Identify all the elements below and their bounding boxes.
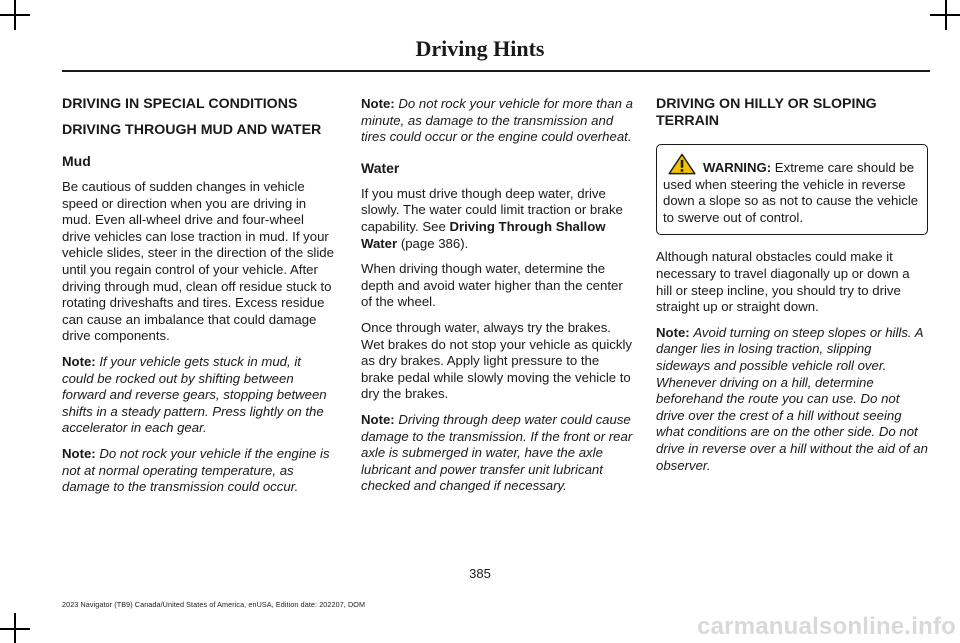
warning-text: Extreme care should be used when steering the vehicle in reverse down a slope so as not to cause the vehicle to swerve out of control. [663, 160, 919, 225]
note-text: Do not rock your vehicle for more than a minute, as damage to the transmission and tires could occur or the engine could overheat. [361, 96, 633, 145]
note-label: Note: [361, 96, 395, 111]
warning-label: WARNING: [703, 160, 772, 175]
crop-mark [930, 14, 960, 16]
note-steep-slopes [656, 325, 928, 474]
hill-body: Although natural obstacles could make it necessary to travel diagonally up or down a hill or steep incline, you should try to drive straight up or straight down. [656, 249, 910, 315]
note-text: Driving through deep water could cause damage to the transmission. If the front or rear axle is submerged in water, have the axle lubricant and power transfer unit lubricant checked and changed if necessary. [361, 411, 633, 494]
note-text: Do not rock your vehicle if the engine is not at normal operating temperature, as damage to the transmission could occur. [62, 445, 330, 495]
note-text: If your vehicle gets stuck in mud, it could be rocked out by shifting between forward and reverse gears, stopping between shifts in a steady pattern. Press lightly on the accelerator in each gear. [62, 353, 327, 436]
note-label: Note: [62, 445, 96, 461]
note-label: Note: [361, 411, 395, 427]
note-label: Note: [62, 353, 96, 369]
note-mud-stuck [62, 354, 334, 437]
water-body-3: Once through water, always try the brakes. Wet brakes do not stop your vehicle as quickly as dry brakes. Apply light pressure to the brake pedal while slowly moving the vehicle to dry the brakes. [361, 319, 632, 402]
watermark: carmanualsonline.info [697, 613, 956, 640]
mud-heading: Mud [62, 153, 91, 169]
section-heading: DRIVING ON HILLY OR SLOPING TERRAIN [656, 96, 877, 129]
crop-mark [0, 14, 30, 16]
warning-box [656, 144, 928, 235]
water-body-1 [361, 186, 633, 252]
column-middle [361, 96, 633, 504]
water-body-2: When driving though water, determine the depth and avoid water higher than the center of the wheel. [361, 261, 623, 310]
page-reference: (page 386). [397, 235, 469, 251]
header-divider [62, 70, 930, 72]
column-right [656, 96, 928, 483]
page-number: 385 [469, 566, 491, 581]
page-title: Driving Hints [415, 36, 545, 61]
subsection-heading: DRIVING THROUGH MUD AND WATER [62, 122, 322, 138]
warning-icon [667, 153, 697, 175]
note-rocking-duration [361, 96, 633, 146]
edition-footer: 2023 Navigator (TB9) Canada/United States of America, enUSA, Edition date: 202207, DOM [62, 600, 366, 609]
crop-mark [0, 628, 30, 630]
cross-reference-link[interactable]: Driving Through Shallow Water [361, 218, 606, 251]
note-text: Avoid turning on steep slopes or hills. A danger lies in losing traction, slipping sideways and possible vehicle roll over. Whenever driving on a hill, determine beforehand the route you can use. Do not drive over the crest of a hill without seeing what conditions are on the other side. Do not drive in reverse over a hill without the aid of an observer. [656, 324, 928, 473]
water-heading: Water [361, 159, 400, 176]
column-left [62, 96, 334, 505]
section-heading: DRIVING IN SPECIAL CONDITIONS [62, 96, 298, 112]
note-deep-water [361, 412, 633, 495]
water-body-text: If you must drive though deep water, drive slowly. The water could limit traction or brake capability. See [361, 185, 623, 234]
note-engine-temp [62, 446, 334, 496]
mud-body: Be cautious of sudden changes in vehicle speed or direction when you are driving in mud. Even all-wheel drive and four-wheel drive vehicles can lose traction in mud. If your vehicle slides, steer in the direction of the slide until you regain control of your vehicle. After driving through mud, clean off residue stuck to rotating driveshafts and tires. Excess residue can cause an imbalance that could damage drive components. [62, 179, 334, 344]
note-label: Note: [656, 324, 690, 340]
